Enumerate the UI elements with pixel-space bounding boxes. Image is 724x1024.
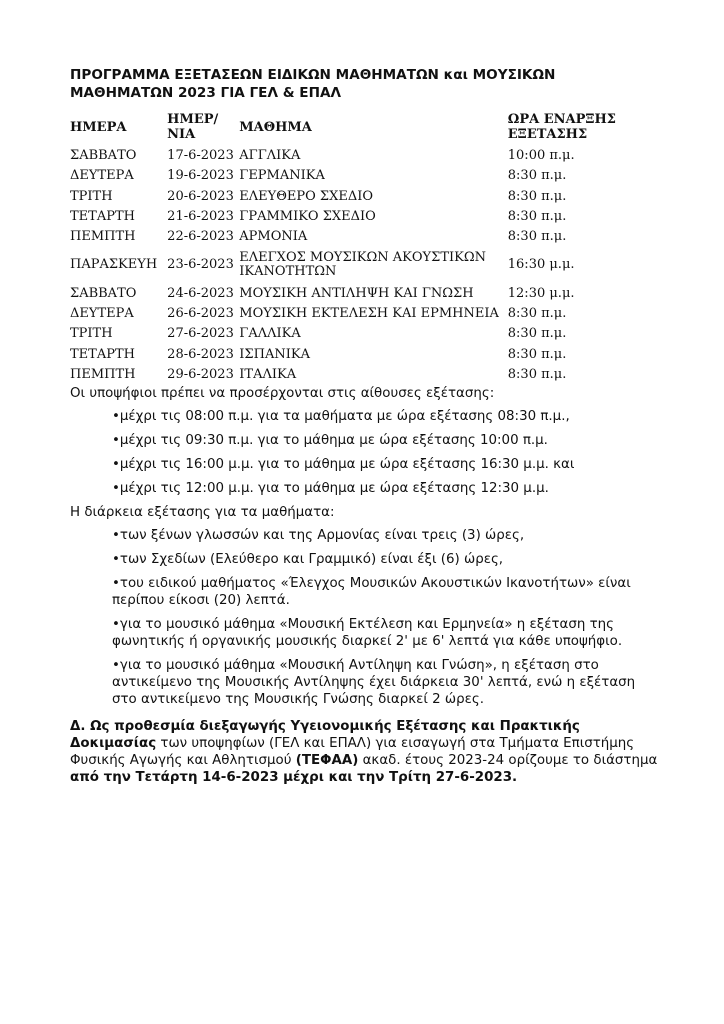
section-d-text-1: των υποψηφίων (ΓΕΛ και ΕΠΑΛ) για εισαγωγή στα Τμήματα Επιστήμης Φυσικής Αγωγής και Αθλητισμού <box>70 735 635 768</box>
cell-day: ΣΑΒΒΑΤΟ <box>70 285 137 301</box>
cell-subject: ΓΕΡΜΑΝΙΚΑ <box>239 168 325 184</box>
cell-subject: ΑΓΓΛΙΚΑ <box>239 148 301 164</box>
table-row <box>70 247 630 283</box>
arrival-intro: Οι υποψήφιοι πρέπει να προσέρχονται στις αίθουσες εξέτασης: <box>70 385 495 401</box>
title-line-1: ΠΡΟΓΡΑΜΜΑ ΕΞΕΤΑΣΕΩΝ ΕΙΔΙΚΩΝ ΜΑΘΗΜΑΤΩΝ και ΜΟΥΣΙΚΩΝ <box>70 67 556 83</box>
cell-time: 12:30 μ.μ. <box>507 285 575 301</box>
list-item: •μέχρι τις 08:00 π.μ. για τα μαθήματα με ώρα εξέτασης 08:30 π.μ., <box>112 408 570 424</box>
cell-time: 8:30 π.μ. <box>507 305 567 321</box>
cell-day: ΤΕΤΑΡΤΗ <box>70 209 135 225</box>
cell-time: 8:30 π.μ. <box>507 346 567 362</box>
document-title <box>70 66 660 102</box>
cell-day: ΣΑΒΒΑΤΟ <box>70 148 137 164</box>
cell-date: 28-6-2023 <box>167 346 234 362</box>
list-item: •μέχρι τις 16:00 μ.μ. για το μάθημα με ώρα εξέτασης 16:30 μ.μ. και <box>112 456 575 472</box>
list-item: •του ειδικού μαθήματος «Έλεγχος Μουσικών Ακουστικών Ικανοτήτων» είναι περίπου είκοσι (20) λεπτά. <box>112 575 631 608</box>
cell-date: 26-6-2023 <box>167 305 234 321</box>
cell-time: 8:30 π.μ. <box>507 229 567 245</box>
header-time: ΩΡΑ ΕΝΑΡΞΗΣ ΕΞΕΤΑΣΗΣ <box>507 112 616 142</box>
section-d-bold-1: Δ. Ως προθεσμία διεξαγωγής Υγειονομικής Εξέτασης και Πρακτικής Δοκιμασίας <box>70 718 580 751</box>
cell-subject: ΙΣΠΑΝΙΚΑ <box>239 346 310 362</box>
section-d-paragraph <box>70 718 660 786</box>
cell-date: 20-6-2023 <box>167 188 234 204</box>
cell-day: ΠΕΜΠΤΗ <box>70 229 136 245</box>
cell-day: ΔΕΥΤΕΡΑ <box>70 305 134 321</box>
section-d-text-2: ακαδ. έτους 2023-24 ορίζουμε το διάστημα <box>358 752 658 768</box>
table-row <box>70 207 630 227</box>
list-item: •των Σχεδίων (Ελεύθερο και Γραμμικό) είναι έξι (6) ώρες, <box>112 551 504 567</box>
cell-time: 8:30 π.μ. <box>507 366 567 382</box>
cell-date: 24-6-2023 <box>167 285 234 301</box>
cell-subject: ΜΟΥΣΙΚΗ ΑΝΤΙΛΗΨΗ ΚΑΙ ΓΝΩΣΗ <box>239 285 474 301</box>
table-row <box>70 187 630 207</box>
cell-subject: ΑΡΜΟΝΙΑ <box>239 229 308 245</box>
cell-date: 29-6-2023 <box>167 366 234 382</box>
list-item: •μέχρι τις 09:30 π.μ. για το μάθημα με ώρα εξέτασης 10:00 π.μ. <box>112 432 548 448</box>
list-item: •μέχρι τις 12:00 μ.μ. για το μάθημα με ώρα εξέτασης 12:30 μ.μ. <box>112 480 549 496</box>
table-header-row <box>70 108 630 146</box>
cell-subject: ΜΟΥΣΙΚΗ ΕΚΤΕΛΕΣΗ ΚΑΙ ΕΡΜΗΝΕΙΑ <box>239 305 499 321</box>
cell-date: 19-6-2023 <box>167 168 234 184</box>
section-d-bold-3: από την Τετάρτη 14-6-2023 μέχρι και την Τρίτη 27-6-2023. <box>70 769 518 785</box>
cell-subject: ΓΡΑΜΜΙΚΟ ΣΧΕΔΙΟ <box>239 209 376 225</box>
list-item: •για το μουσικό μάθημα «Μουσική Αντίληψη και Γνώση», η εξέταση στο αντικείμενο της Μουσικής Αντίληψης έχει διάρκεια 30' λεπτά, ενώ η εξέταση στο αντικείμενο της Μουσικής Γνώσης διαρκεί 2 ώρες. <box>112 657 636 707</box>
cell-time: 10:00 π.μ. <box>507 148 575 164</box>
section-d-bold-2: (ΤΕΦΑΑ) <box>295 752 359 768</box>
exam-schedule-table <box>70 108 630 385</box>
cell-date: 22-6-2023 <box>167 229 234 245</box>
list-item: •για το μουσικό μάθημα «Μουσική Εκτέλεση και Ερμηνεία» η εξέταση της φωνητικής ή οργανικής μουσικής διαρκεί 2' με 6' λεπτά για κάθε υποψήφιο. <box>112 616 623 649</box>
header-subject: ΜΑΘΗΜΑ <box>239 119 312 135</box>
cell-day: ΔΕΥΤΕΡΑ <box>70 168 134 184</box>
cell-time: 8:30 π.μ. <box>507 168 567 184</box>
cell-time: 8:30 π.μ. <box>507 209 567 225</box>
cell-date: 21-6-2023 <box>167 209 234 225</box>
cell-time: 8:30 π.μ. <box>507 326 567 342</box>
cell-subject: ΓΑΛΛΙΚΑ <box>239 326 301 342</box>
cell-time: 8:30 π.μ. <box>507 188 567 204</box>
cell-subject: ΙΤΑΛΙΚΑ <box>239 366 297 382</box>
cell-day: ΠΕΜΠΤΗ <box>70 366 136 382</box>
cell-subject: ΕΛΕΓΧΟΣ ΜΟΥΣΙΚΩΝ ΑΚΟΥΣΤΙΚΩΝ ΙΚΑΝΟΤΗΤΩΝ <box>239 250 486 280</box>
table-row <box>70 227 630 247</box>
cell-date: 23-6-2023 <box>167 257 234 273</box>
table-row <box>70 166 630 186</box>
cell-day: ΤΡΙΤΗ <box>70 326 113 342</box>
cell-day: ΤΡΙΤΗ <box>70 188 113 204</box>
table-row <box>70 304 630 324</box>
table-row <box>70 365 630 385</box>
cell-date: 17-6-2023 <box>167 148 234 164</box>
document-page <box>70 66 660 786</box>
list-item: •των ξένων γλωσσών και της Αρμονίας είναι τρεις (3) ώρες, <box>112 527 525 543</box>
cell-subject: ΕΛΕΥΘΕΡΟ ΣΧΕΔΙΟ <box>239 188 374 204</box>
table-row <box>70 324 630 344</box>
header-date: ΗΜΕΡ/ ΝΙΑ <box>167 112 219 142</box>
duration-list <box>112 527 660 708</box>
arrival-list <box>112 408 660 497</box>
header-day: ΗΜΕΡΑ <box>70 119 127 135</box>
duration-intro: Η διάρκεια εξέτασης για τα μαθήματα: <box>70 504 335 520</box>
cell-day: ΤΕΤΑΡΤΗ <box>70 346 135 362</box>
cell-time: 16:30 μ.μ. <box>507 257 575 273</box>
cell-day: ΠΑΡΑΣΚΕΥΗ <box>70 257 158 273</box>
table-row <box>70 146 630 166</box>
table-row <box>70 283 630 303</box>
title-line-2: ΜΑΘΗΜΑΤΩΝ 2023 ΓΙΑ ΓΕΛ & ΕΠΑΛ <box>70 85 341 101</box>
table-row <box>70 344 630 364</box>
cell-date: 27-6-2023 <box>167 326 234 342</box>
